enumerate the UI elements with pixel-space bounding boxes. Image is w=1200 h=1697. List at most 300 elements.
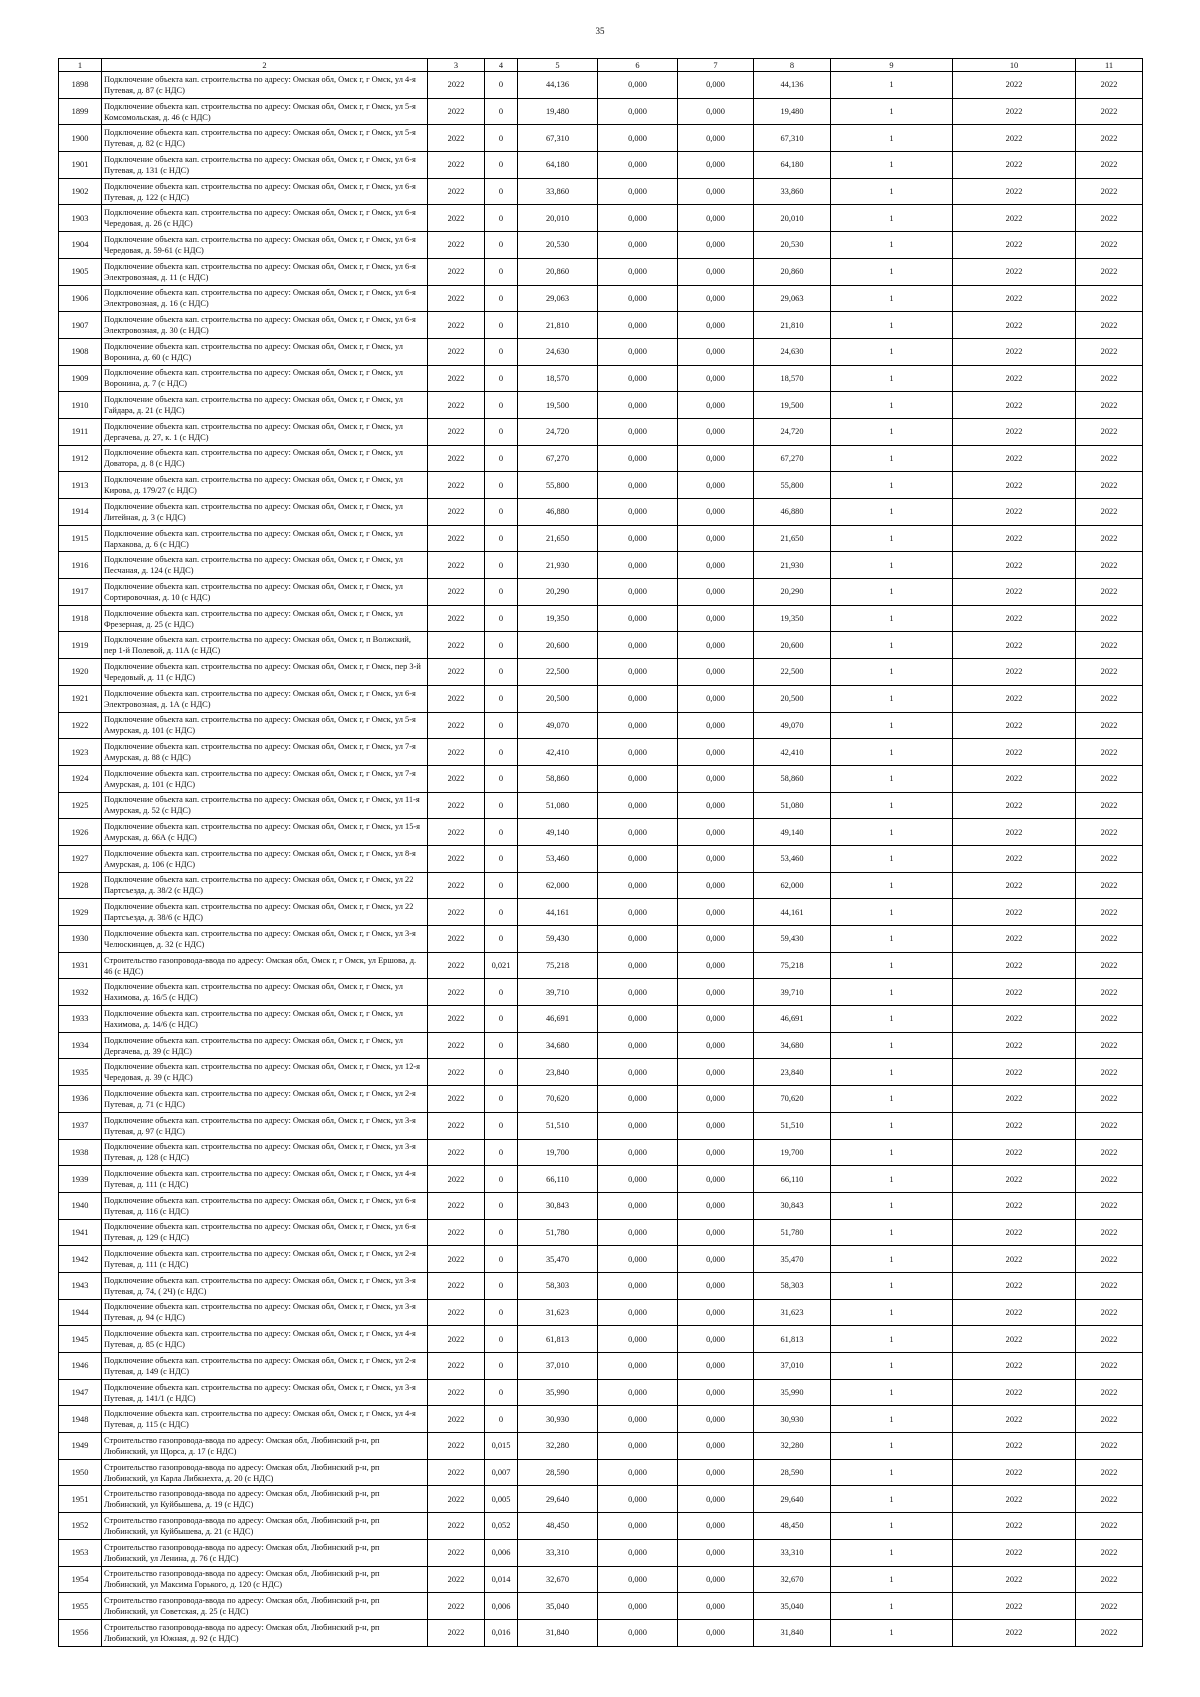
row-description: Подключение объекта кап. строительства по адресу: Омская обл, Омск г, г Омск, ул Дергачева, д. 39 (с НДС)	[102, 1032, 428, 1059]
cell-col6: 0,000	[598, 1326, 678, 1353]
cell-col5: 20,010	[518, 205, 598, 232]
cell-col11: 2022	[1076, 899, 1143, 926]
cell-col3: 2022	[428, 1192, 485, 1219]
cell-col11: 2022	[1076, 579, 1143, 606]
row-number: 1942	[59, 1246, 102, 1273]
cell-col9: 1	[831, 125, 953, 152]
table-row	[59, 1406, 1143, 1433]
cell-col6: 0,000	[598, 1112, 678, 1139]
cell-col6: 0,000	[598, 125, 678, 152]
row-description: Подключение объекта кап. строительства по адресу: Омская обл, Омск г, г Омск, ул Фрезерная, д. 25 (с НДС)	[102, 605, 428, 632]
cell-col6: 0,000	[598, 845, 678, 872]
cell-col7: 0,000	[678, 1299, 754, 1326]
cell-col9: 1	[831, 1299, 953, 1326]
cell-col7: 0,000	[678, 392, 754, 419]
cell-col3: 2022	[428, 845, 485, 872]
cell-col4: 0	[485, 685, 518, 712]
cell-col9: 1	[831, 819, 953, 846]
cell-col8: 67,270	[754, 445, 831, 472]
cell-col4: 0,014	[485, 1566, 518, 1593]
cell-col10: 2022	[953, 979, 1076, 1006]
cell-col7: 0,000	[678, 712, 754, 739]
cell-col7: 0,000	[678, 1593, 754, 1620]
table-row	[59, 418, 1143, 445]
cell-col11: 2022	[1076, 1379, 1143, 1406]
table-row	[59, 232, 1143, 259]
cell-col7: 0,000	[678, 1166, 754, 1193]
cell-col9: 1	[831, 712, 953, 739]
row-description: Подключение объекта кап. строительства по адресу: Омская обл, Омск г, г Омск, ул Доватора, д. 8 (с НДС)	[102, 445, 428, 472]
cell-col7: 0,000	[678, 1006, 754, 1033]
cell-col8: 35,470	[754, 1246, 831, 1273]
cell-col3: 2022	[428, 285, 485, 312]
cell-col8: 20,290	[754, 579, 831, 606]
cell-col9: 1	[831, 1539, 953, 1566]
table-row	[59, 72, 1143, 99]
column-header: 7	[678, 59, 754, 72]
cell-col11: 2022	[1076, 312, 1143, 339]
cell-col5: 58,860	[518, 765, 598, 792]
cell-col9: 1	[831, 1246, 953, 1273]
cell-col7: 0,000	[678, 445, 754, 472]
row-description: Подключение объекта кап. строительства по адресу: Омская обл, Омск г, г Омск, ул 6-я Путевая, д. 129 (с НДС)	[102, 1219, 428, 1246]
row-number: 1918	[59, 605, 102, 632]
cell-col9: 1	[831, 472, 953, 499]
table-row	[59, 739, 1143, 766]
cell-col4: 0	[485, 1006, 518, 1033]
row-number: 1943	[59, 1272, 102, 1299]
cell-col10: 2022	[953, 418, 1076, 445]
cell-col10: 2022	[953, 1459, 1076, 1486]
row-description: Подключение объекта кап. строительства по адресу: Омская обл, Омск г, г Омск, ул 5-я Путевая, д. 82 (с НДС)	[102, 125, 428, 152]
cell-col11: 2022	[1076, 1566, 1143, 1593]
cell-col5: 42,410	[518, 739, 598, 766]
row-number: 1904	[59, 232, 102, 259]
row-number: 1948	[59, 1406, 102, 1433]
cell-col3: 2022	[428, 819, 485, 846]
cell-col11: 2022	[1076, 685, 1143, 712]
table-row	[59, 472, 1143, 499]
cell-col11: 2022	[1076, 1486, 1143, 1513]
table-row	[59, 552, 1143, 579]
cell-col7: 0,000	[678, 1059, 754, 1086]
cell-col5: 21,810	[518, 312, 598, 339]
cell-col9: 1	[831, 1619, 953, 1646]
cell-col5: 31,840	[518, 1619, 598, 1646]
cell-col8: 24,720	[754, 418, 831, 445]
cell-col5: 44,161	[518, 899, 598, 926]
table-row	[59, 1059, 1143, 1086]
cell-col7: 0,000	[678, 499, 754, 526]
cell-col8: 51,080	[754, 792, 831, 819]
row-description: Подключение объекта кап. строительства по адресу: Омская обл, Омск г, г Омск, ул 3-я Путевая, д. 74, ( 2Ч) (с НДС)	[102, 1272, 428, 1299]
cell-col7: 0,000	[678, 845, 754, 872]
cell-col9: 1	[831, 1166, 953, 1193]
cell-col10: 2022	[953, 98, 1076, 125]
data-table	[58, 58, 1143, 1647]
cell-col7: 0,000	[678, 125, 754, 152]
row-description: Подключение объекта кап. строительства по адресу: Омская обл, Омск г, г Омск, ул 6-я Электровозная, д. 11 (с НДС)	[102, 258, 428, 285]
cell-col7: 0,000	[678, 72, 754, 99]
cell-col5: 46,691	[518, 1006, 598, 1033]
cell-col7: 0,000	[678, 1513, 754, 1540]
cell-col4: 0	[485, 632, 518, 659]
cell-col4: 0	[485, 418, 518, 445]
cell-col6: 0,000	[598, 1006, 678, 1033]
cell-col9: 1	[831, 765, 953, 792]
row-description: Подключение объекта кап. строительства по адресу: Омская обл, Омск г, г Омск, ул 6-я Чередовая, д. 59-61 (с НДС)	[102, 232, 428, 259]
cell-col5: 21,650	[518, 525, 598, 552]
cell-col10: 2022	[953, 1219, 1076, 1246]
cell-col10: 2022	[953, 445, 1076, 472]
row-number: 1949	[59, 1433, 102, 1460]
table-row	[59, 1486, 1143, 1513]
cell-col3: 2022	[428, 926, 485, 953]
cell-col8: 53,460	[754, 845, 831, 872]
cell-col10: 2022	[953, 659, 1076, 686]
cell-col10: 2022	[953, 1032, 1076, 1059]
cell-col4: 0	[485, 605, 518, 632]
cell-col9: 1	[831, 605, 953, 632]
cell-col6: 0,000	[598, 1299, 678, 1326]
table-row	[59, 499, 1143, 526]
row-number: 1932	[59, 979, 102, 1006]
cell-col8: 64,180	[754, 152, 831, 179]
cell-col3: 2022	[428, 792, 485, 819]
cell-col5: 20,290	[518, 579, 598, 606]
cell-col8: 23,840	[754, 1059, 831, 1086]
cell-col7: 0,000	[678, 1032, 754, 1059]
cell-col11: 2022	[1076, 125, 1143, 152]
cell-col10: 2022	[953, 926, 1076, 953]
cell-col9: 1	[831, 365, 953, 392]
cell-col10: 2022	[953, 605, 1076, 632]
cell-col3: 2022	[428, 258, 485, 285]
table-row	[59, 445, 1143, 472]
cell-col8: 28,590	[754, 1459, 831, 1486]
cell-col9: 1	[831, 258, 953, 285]
cell-col6: 0,000	[598, 1593, 678, 1620]
cell-col9: 1	[831, 312, 953, 339]
cell-col10: 2022	[953, 899, 1076, 926]
row-number: 1903	[59, 205, 102, 232]
cell-col7: 0,000	[678, 98, 754, 125]
table-row	[59, 258, 1143, 285]
cell-col11: 2022	[1076, 926, 1143, 953]
cell-col5: 55,800	[518, 472, 598, 499]
cell-col8: 29,640	[754, 1486, 831, 1513]
row-description: Подключение объекта кап. строительства по адресу: Омская обл, Омск г, г Омск, ул 12-я Чередовая, д. 39 (с НДС)	[102, 1059, 428, 1086]
cell-col3: 2022	[428, 1619, 485, 1646]
table-row	[59, 845, 1143, 872]
cell-col6: 0,000	[598, 659, 678, 686]
row-number: 1934	[59, 1032, 102, 1059]
cell-col3: 2022	[428, 1593, 485, 1620]
cell-col11: 2022	[1076, 1219, 1143, 1246]
cell-col10: 2022	[953, 952, 1076, 979]
cell-col11: 2022	[1076, 765, 1143, 792]
table-row	[59, 1112, 1143, 1139]
cell-col3: 2022	[428, 552, 485, 579]
cell-col11: 2022	[1076, 445, 1143, 472]
cell-col3: 2022	[428, 365, 485, 392]
row-description: Строительство газопровода-ввода по адресу: Омская обл, Любинский р-н, рп Любинский, ул Карла Либкнехта, д. 20 (с НДС)	[102, 1459, 428, 1486]
cell-col6: 0,000	[598, 579, 678, 606]
row-description: Подключение объекта кап. строительства по адресу: Омская обл, Омск г, г Омск, ул 6-я Путевая, д. 116 (с НДС)	[102, 1192, 428, 1219]
cell-col3: 2022	[428, 1566, 485, 1593]
cell-col10: 2022	[953, 1112, 1076, 1139]
row-description: Подключение объекта кап. строительства по адресу: Омская обл, Омск г, г Омск, ул 3-я Путевая, д. 94 (с НДС)	[102, 1299, 428, 1326]
cell-col3: 2022	[428, 952, 485, 979]
cell-col9: 1	[831, 1326, 953, 1353]
row-description: Подключение объекта кап. строительства по адресу: Омская обл, Омск г, г Омск, ул 3-я Путевая, д. 128 (с НДС)	[102, 1139, 428, 1166]
cell-col8: 32,280	[754, 1433, 831, 1460]
row-description: Подключение объекта кап. строительства по адресу: Омская обл, Омск г, г Омск, ул 7-я Амурская, д. 88 (с НДС)	[102, 739, 428, 766]
cell-col3: 2022	[428, 152, 485, 179]
table-row	[59, 525, 1143, 552]
cell-col7: 0,000	[678, 1353, 754, 1380]
row-description: Подключение объекта кап. строительства по адресу: Омская обл, Омск г, г Омск, ул Воронина, д. 7 (с НДС)	[102, 365, 428, 392]
cell-col3: 2022	[428, 1139, 485, 1166]
cell-col6: 0,000	[598, 685, 678, 712]
cell-col10: 2022	[953, 765, 1076, 792]
row-description: Подключение объекта кап. строительства по адресу: Омская обл, Омск г, г Омск, ул 3-я Челюскинцев, д. 32 (с НДС)	[102, 926, 428, 953]
table-row	[59, 312, 1143, 339]
cell-col4: 0	[485, 926, 518, 953]
cell-col4: 0	[485, 1139, 518, 1166]
cell-col3: 2022	[428, 1059, 485, 1086]
table-row	[59, 1086, 1143, 1113]
row-description: Подключение объекта кап. строительства по адресу: Омская обл, Омск г, г Омск, ул 5-я Комсомольская, д. 46 (с НДС)	[102, 98, 428, 125]
cell-col6: 0,000	[598, 178, 678, 205]
row-number: 1941	[59, 1219, 102, 1246]
cell-col11: 2022	[1076, 1166, 1143, 1193]
row-number: 1910	[59, 392, 102, 419]
cell-col8: 44,136	[754, 72, 831, 99]
cell-col10: 2022	[953, 1486, 1076, 1513]
row-number: 1923	[59, 739, 102, 766]
row-number: 1954	[59, 1566, 102, 1593]
cell-col6: 0,000	[598, 1166, 678, 1193]
cell-col5: 39,710	[518, 979, 598, 1006]
row-description: Подключение объекта кап. строительства по адресу: Омская обл, Омск г, г Омск, ул Сортировочная, д. 10 (с НДС)	[102, 579, 428, 606]
cell-col4: 0	[485, 1059, 518, 1086]
cell-col7: 0,000	[678, 765, 754, 792]
cell-col11: 2022	[1076, 72, 1143, 99]
row-number: 1951	[59, 1486, 102, 1513]
table-row	[59, 979, 1143, 1006]
cell-col8: 49,070	[754, 712, 831, 739]
table-row	[59, 632, 1143, 659]
row-number: 1915	[59, 525, 102, 552]
row-number: 1935	[59, 1059, 102, 1086]
cell-col11: 2022	[1076, 819, 1143, 846]
cell-col7: 0,000	[678, 819, 754, 846]
cell-col11: 2022	[1076, 499, 1143, 526]
cell-col10: 2022	[953, 579, 1076, 606]
cell-col10: 2022	[953, 1272, 1076, 1299]
cell-col11: 2022	[1076, 979, 1143, 1006]
cell-col5: 20,500	[518, 685, 598, 712]
cell-col4: 0	[485, 98, 518, 125]
cell-col5: 58,303	[518, 1272, 598, 1299]
cell-col6: 0,000	[598, 1459, 678, 1486]
cell-col4: 0,006	[485, 1593, 518, 1620]
table-row	[59, 365, 1143, 392]
cell-col4: 0	[485, 1406, 518, 1433]
cell-col5: 20,600	[518, 632, 598, 659]
row-number: 1933	[59, 1006, 102, 1033]
cell-col9: 1	[831, 205, 953, 232]
cell-col11: 2022	[1076, 1406, 1143, 1433]
cell-col9: 1	[831, 1459, 953, 1486]
cell-col5: 35,040	[518, 1593, 598, 1620]
cell-col5: 48,450	[518, 1513, 598, 1540]
cell-col7: 0,000	[678, 872, 754, 899]
cell-col5: 34,680	[518, 1032, 598, 1059]
row-description: Подключение объекта кап. строительства по адресу: Омская обл, Омск г, г Омск, ул 6-я Электровозная, д. 16 (с НДС)	[102, 285, 428, 312]
cell-col11: 2022	[1076, 605, 1143, 632]
cell-col9: 1	[831, 418, 953, 445]
row-description: Подключение объекта кап. строительства по адресу: Омская обл, Омск г, г Омск, ул 7-я Амурская, д. 101 (с НДС)	[102, 765, 428, 792]
row-number: 1946	[59, 1353, 102, 1380]
cell-col7: 0,000	[678, 1459, 754, 1486]
cell-col9: 1	[831, 525, 953, 552]
cell-col9: 1	[831, 285, 953, 312]
cell-col4: 0	[485, 232, 518, 259]
row-description: Подключение объекта кап. строительства по адресу: Омская обл, Омск г, г Омск, ул 6-я Чередовая, д. 26 (с НДС)	[102, 205, 428, 232]
row-description: Строительство газопровода-ввода по адресу: Омская обл, Любинский р-н, рп Любинский, ул Ленина, д. 76 (с НДС)	[102, 1539, 428, 1566]
row-description: Подключение объекта кап. строительства по адресу: Омская обл, Омск г, г Омск, ул 2-я Путевая, д. 111 (с НДС)	[102, 1246, 428, 1273]
column-header: 3	[428, 59, 485, 72]
cell-col7: 0,000	[678, 312, 754, 339]
cell-col11: 2022	[1076, 1299, 1143, 1326]
cell-col9: 1	[831, 845, 953, 872]
cell-col10: 2022	[953, 152, 1076, 179]
row-number: 1944	[59, 1299, 102, 1326]
cell-col3: 2022	[428, 1299, 485, 1326]
cell-col10: 2022	[953, 1353, 1076, 1380]
cell-col9: 1	[831, 1059, 953, 1086]
cell-col11: 2022	[1076, 258, 1143, 285]
row-description: Подключение объекта кап. строительства по адресу: Омская обл, Омск г, г Омск, ул 6-я Путевая, д. 131 (с НДС)	[102, 152, 428, 179]
cell-col11: 2022	[1076, 152, 1143, 179]
cell-col3: 2022	[428, 205, 485, 232]
cell-col5: 30,930	[518, 1406, 598, 1433]
cell-col11: 2022	[1076, 872, 1143, 899]
column-header: 5	[518, 59, 598, 72]
cell-col7: 0,000	[678, 899, 754, 926]
column-header: 4	[485, 59, 518, 72]
cell-col11: 2022	[1076, 1326, 1143, 1353]
column-header: 11	[1076, 59, 1143, 72]
cell-col10: 2022	[953, 1619, 1076, 1646]
cell-col3: 2022	[428, 632, 485, 659]
cell-col9: 1	[831, 1006, 953, 1033]
row-number: 1937	[59, 1112, 102, 1139]
cell-col5: 28,590	[518, 1459, 598, 1486]
column-header: 10	[953, 59, 1076, 72]
cell-col8: 51,510	[754, 1112, 831, 1139]
row-number: 1909	[59, 365, 102, 392]
row-number: 1927	[59, 845, 102, 872]
cell-col3: 2022	[428, 1353, 485, 1380]
cell-col3: 2022	[428, 418, 485, 445]
cell-col11: 2022	[1076, 1513, 1143, 1540]
cell-col9: 1	[831, 1139, 953, 1166]
cell-col8: 22,500	[754, 659, 831, 686]
cell-col3: 2022	[428, 1326, 485, 1353]
cell-col4: 0	[485, 1219, 518, 1246]
cell-col11: 2022	[1076, 1059, 1143, 1086]
cell-col9: 1	[831, 1219, 953, 1246]
cell-col10: 2022	[953, 338, 1076, 365]
cell-col6: 0,000	[598, 926, 678, 953]
cell-col11: 2022	[1076, 1593, 1143, 1620]
cell-col8: 58,860	[754, 765, 831, 792]
cell-col10: 2022	[953, 792, 1076, 819]
cell-col9: 1	[831, 552, 953, 579]
cell-col3: 2022	[428, 1006, 485, 1033]
cell-col9: 1	[831, 659, 953, 686]
cell-col7: 0,000	[678, 472, 754, 499]
cell-col8: 32,670	[754, 1566, 831, 1593]
cell-col7: 0,000	[678, 338, 754, 365]
table-row	[59, 98, 1143, 125]
row-number: 1900	[59, 125, 102, 152]
cell-col4: 0	[485, 1032, 518, 1059]
cell-col11: 2022	[1076, 232, 1143, 259]
row-description: Подключение объекта кап. строительства по адресу: Омская обл, Омск г, г Омск, ул 8-я Амурская, д. 106 (с НДС)	[102, 845, 428, 872]
cell-col10: 2022	[953, 72, 1076, 99]
row-number: 1956	[59, 1619, 102, 1646]
cell-col6: 0,000	[598, 418, 678, 445]
row-number: 1919	[59, 632, 102, 659]
cell-col3: 2022	[428, 1112, 485, 1139]
cell-col4: 0,052	[485, 1513, 518, 1540]
row-number: 1914	[59, 499, 102, 526]
cell-col7: 0,000	[678, 792, 754, 819]
table-row	[59, 1566, 1143, 1593]
cell-col4: 0	[485, 979, 518, 1006]
cell-col9: 1	[831, 792, 953, 819]
cell-col9: 1	[831, 499, 953, 526]
table-row	[59, 1459, 1143, 1486]
cell-col9: 1	[831, 1112, 953, 1139]
cell-col6: 0,000	[598, 285, 678, 312]
cell-col8: 75,218	[754, 952, 831, 979]
cell-col6: 0,000	[598, 952, 678, 979]
cell-col10: 2022	[953, 632, 1076, 659]
cell-col10: 2022	[953, 1139, 1076, 1166]
row-number: 1917	[59, 579, 102, 606]
cell-col4: 0,007	[485, 1459, 518, 1486]
cell-col8: 70,620	[754, 1086, 831, 1113]
cell-col9: 1	[831, 1272, 953, 1299]
row-number: 1898	[59, 72, 102, 99]
row-description: Подключение объекта кап. строительства по адресу: Омская обл, Омск г, г Омск, ул 3-я Путевая, д. 141/1 (с НДС)	[102, 1379, 428, 1406]
cell-col4: 0	[485, 819, 518, 846]
row-number: 1906	[59, 285, 102, 312]
cell-col4: 0	[485, 1272, 518, 1299]
row-number: 1930	[59, 926, 102, 953]
cell-col10: 2022	[953, 392, 1076, 419]
cell-col4: 0	[485, 258, 518, 285]
cell-col4: 0	[485, 1166, 518, 1193]
row-number: 1926	[59, 819, 102, 846]
row-description: Подключение объекта кап. строительства по адресу: Омская обл, Омск г, г Омск, ул 2-я Путевая, д. 71 (с НДС)	[102, 1086, 428, 1113]
cell-col4: 0	[485, 392, 518, 419]
